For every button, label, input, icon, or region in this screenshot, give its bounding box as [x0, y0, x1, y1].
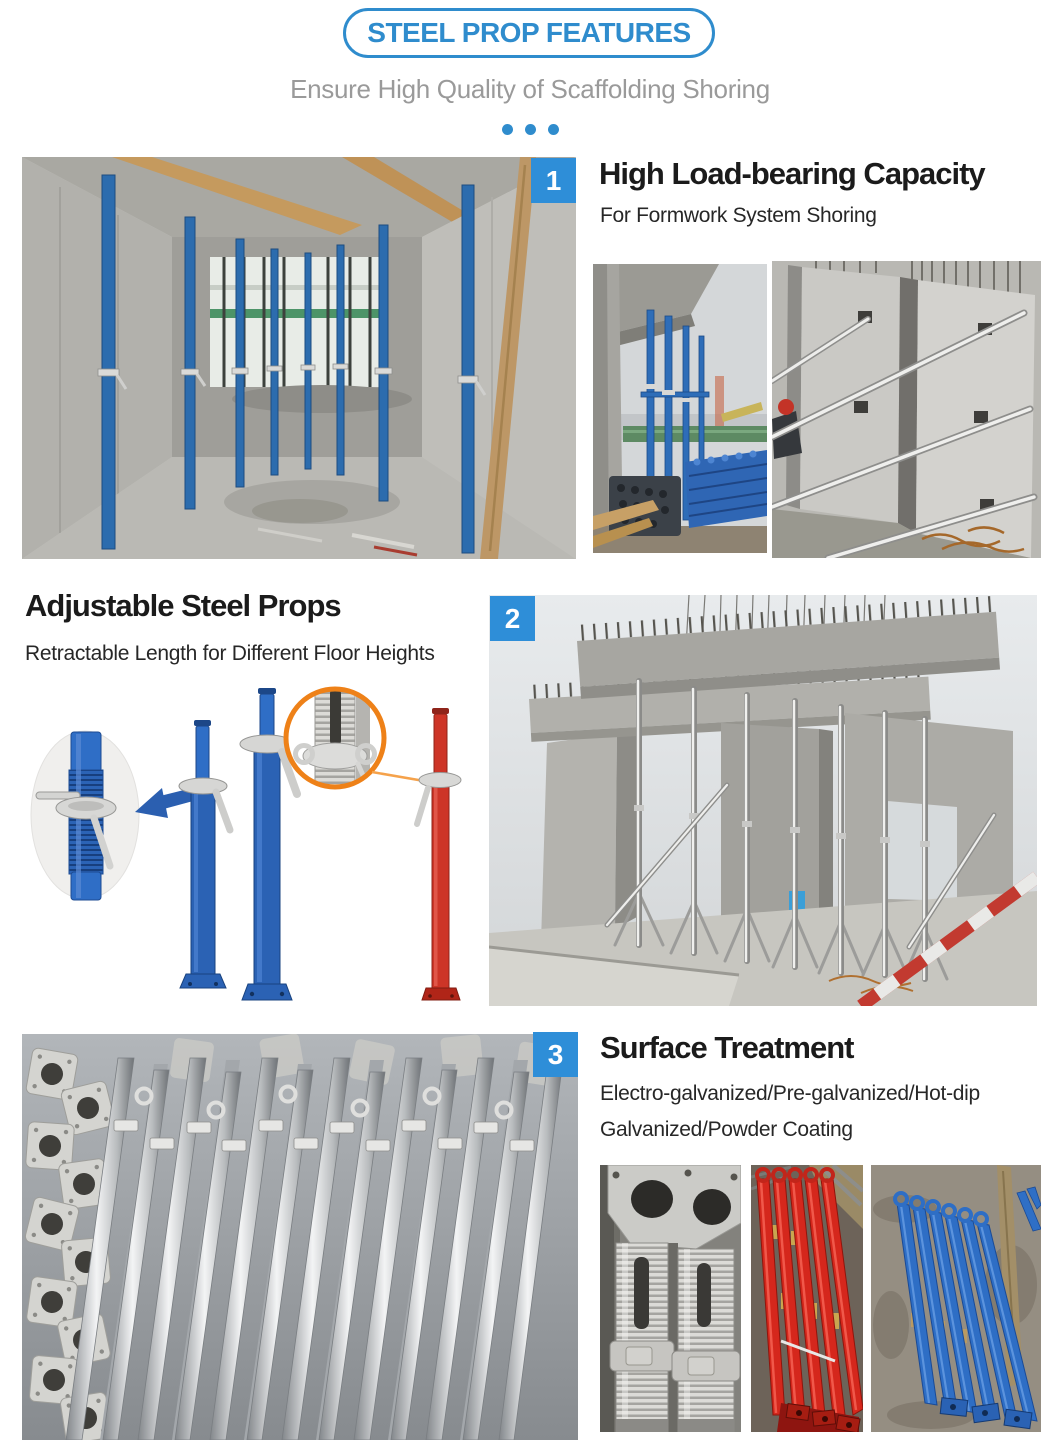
photo-precast-wall-props	[489, 595, 1037, 1006]
dot-icon	[548, 124, 559, 135]
section-number: 1	[545, 164, 562, 196]
photo-galvanized-props-bundle	[22, 1034, 578, 1440]
photo-wall-push-pull-braces	[772, 261, 1041, 558]
section-3-subtitle-line-1: Electro-galvanized/Pre-galvanized/Hot-dip	[600, 1082, 980, 1105]
photo-props-under-slab	[593, 264, 767, 553]
section-2-title: Adjustable Steel Props	[25, 588, 341, 623]
product-diagram-adjustable-props	[20, 676, 482, 1014]
section-number: 2	[504, 602, 521, 634]
section-1-number-badge	[531, 158, 576, 203]
section-3-subtitle-line-2: Galvanized/Powder Coating	[600, 1118, 853, 1141]
section-2-number-badge	[490, 596, 535, 641]
title-pill	[343, 8, 715, 58]
photo-red-props-stacked	[751, 1165, 863, 1432]
page-subtitle: Ensure High Quality of Scaffolding Shoring	[290, 74, 770, 104]
section-1-subtitle: For Formwork System Shoring	[600, 204, 877, 227]
dot-icon	[525, 124, 536, 135]
page-title: STEEL PROP FEATURES	[367, 17, 691, 48]
dot-icon	[502, 124, 513, 135]
photo-threaded-sleeve-closeup	[600, 1165, 741, 1432]
section-2-subtitle: Retractable Length for Different Floor Heights	[25, 642, 435, 665]
photo-corridor-blue-props	[22, 157, 576, 559]
section-number: 3	[547, 1038, 564, 1070]
photo-blue-props-stacked	[871, 1165, 1041, 1432]
section-3-number-badge	[533, 1032, 578, 1077]
section-3-title: Surface Treatment	[600, 1030, 854, 1065]
section-1-title: High Load-bearing Capacity	[599, 156, 985, 191]
divider-dots	[0, 124, 1060, 135]
